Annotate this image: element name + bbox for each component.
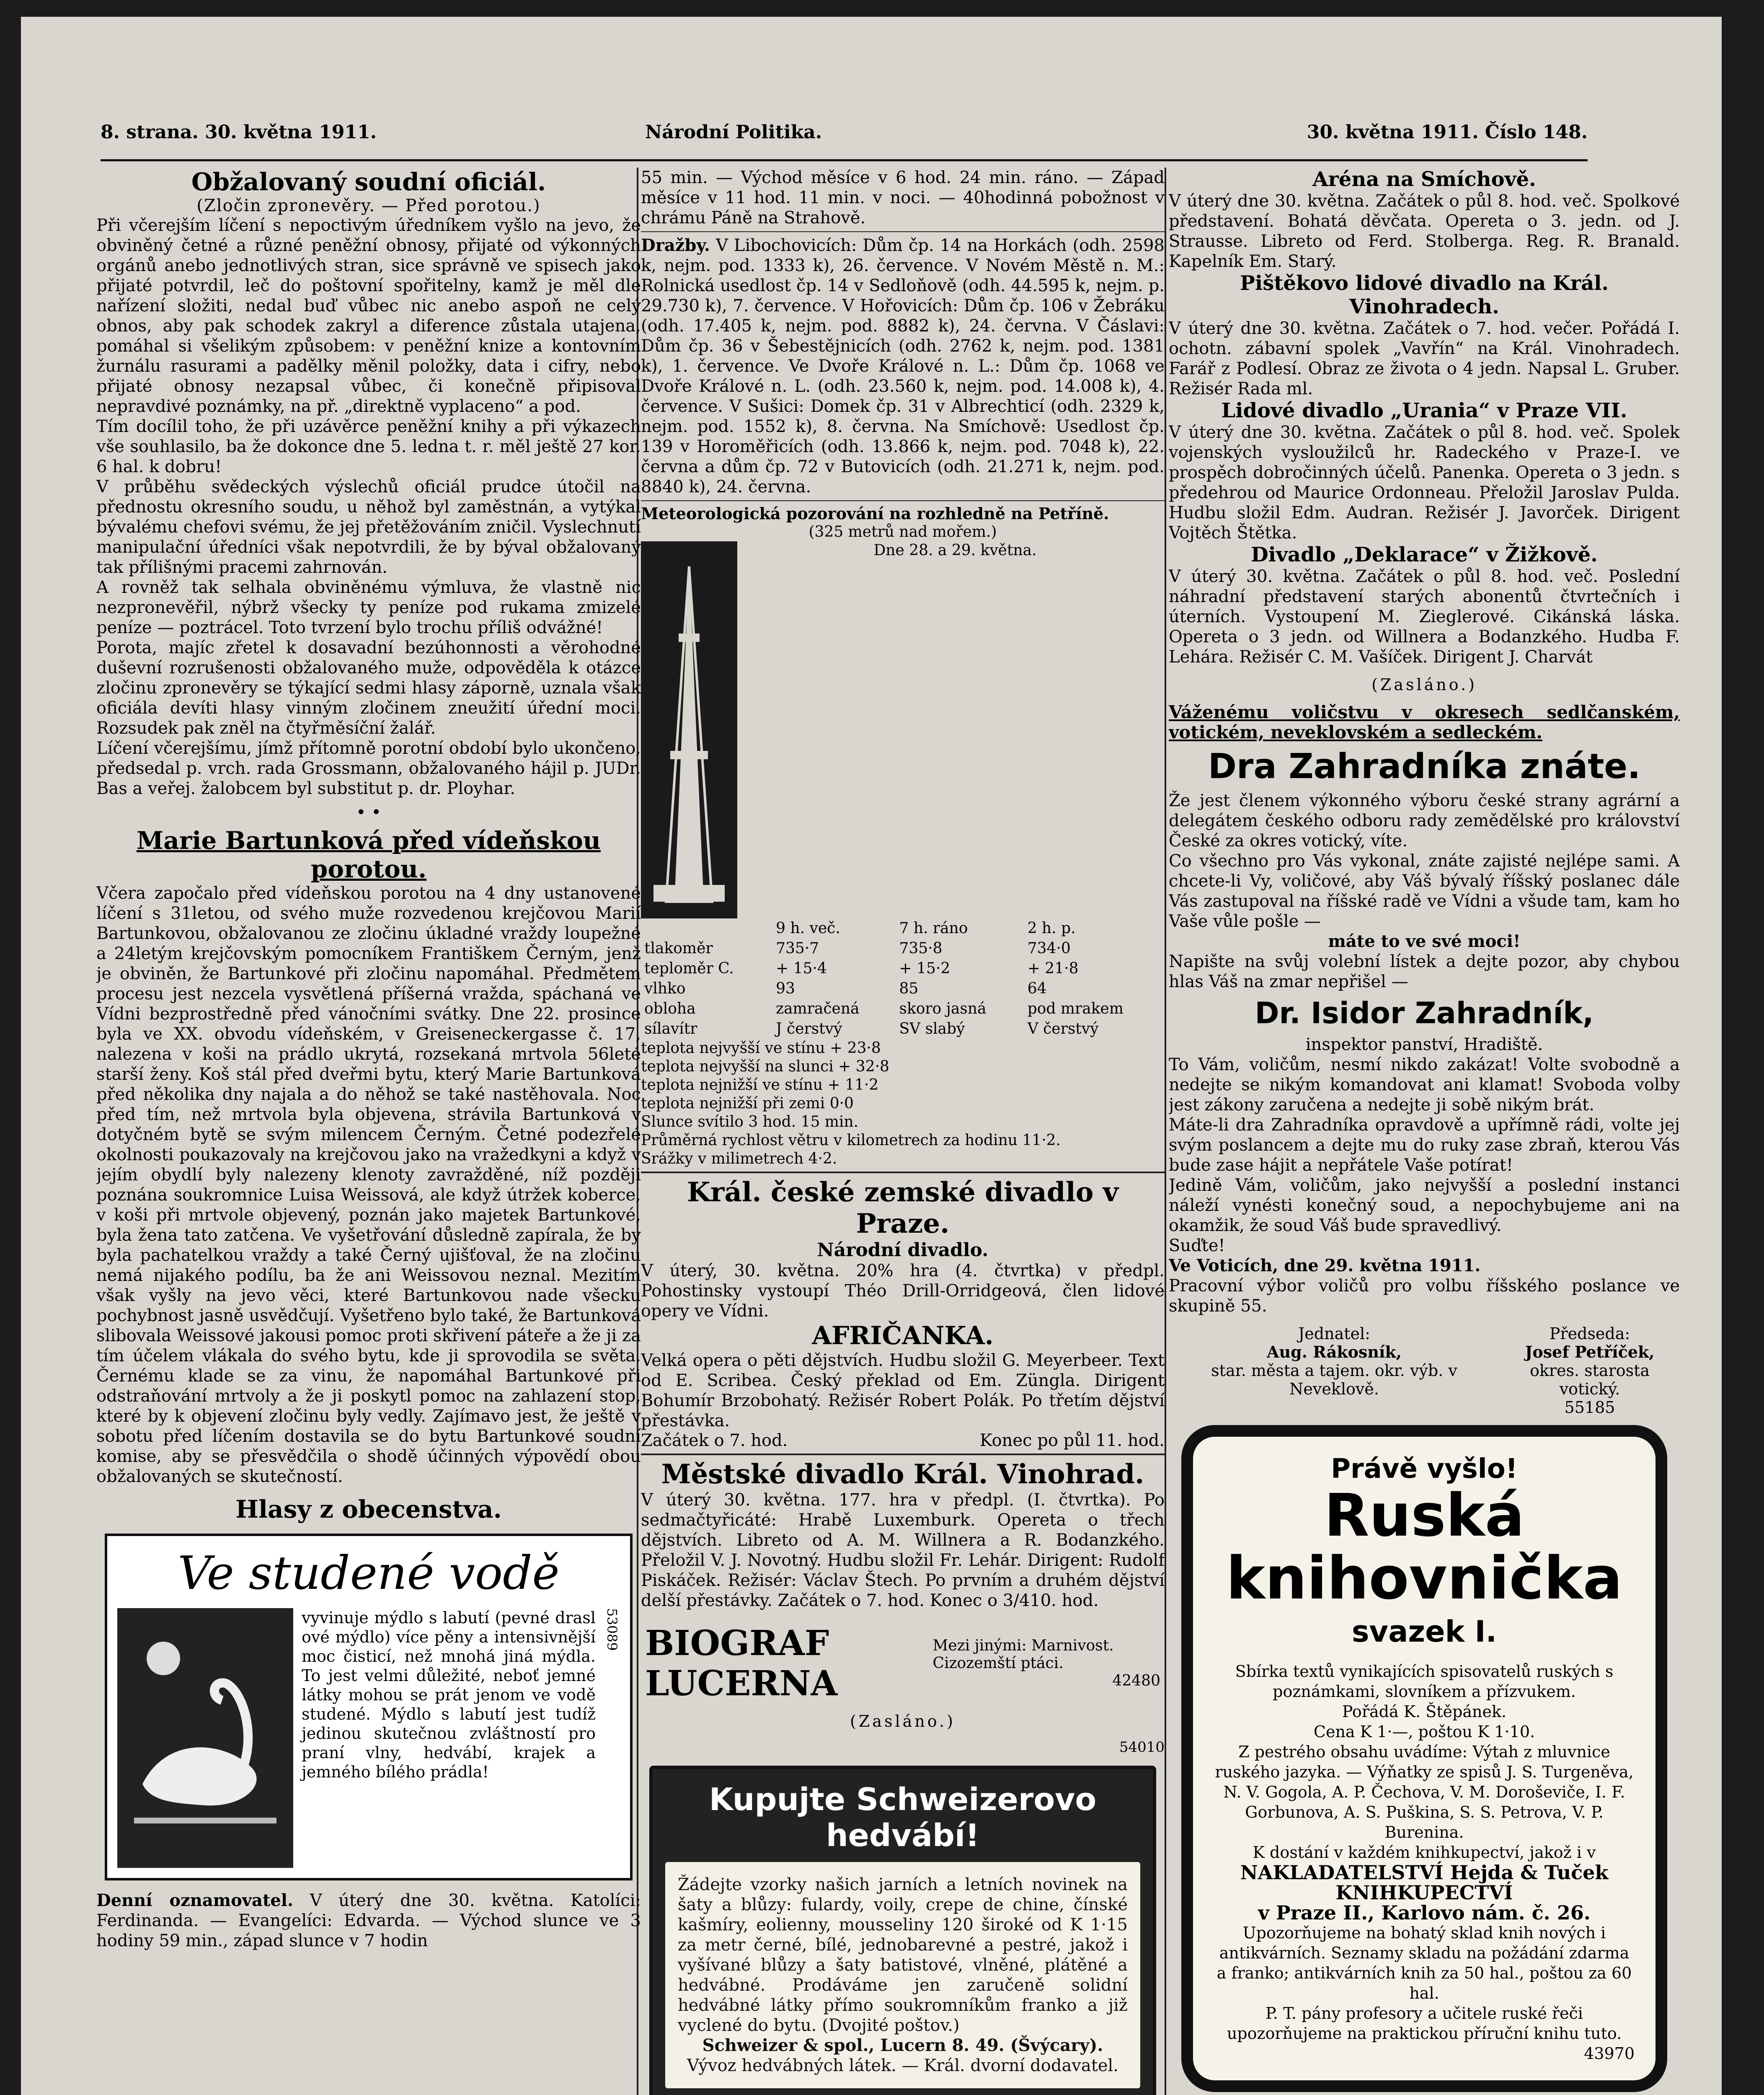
meteo-extra: Průměrná rychlost větru v kilometrech za hodinu 11·2.: [641, 1132, 1061, 1149]
meteo-title: Meteorologická pozorování na rozhledně na Petříně.: [641, 504, 1109, 523]
meteo-extra: teplota nejnižší ve stínu + 11·2: [641, 1076, 879, 1094]
ad-number: 43970: [1584, 2044, 1635, 2063]
theatre-title: Divadlo „Deklarace“ v Žižkově.: [1251, 543, 1598, 566]
signature-desc: okres. starosta votický.: [1529, 1361, 1650, 1398]
ad-text: Z pestrého obsahu uvádíme: Výtah z mluvnice ruského jazyka. — Výňatky ze spisů J. S. Turgeněva, N. V. Gogola, A. P. Čechova, V. M. Doroševiče, I. F. Gorbunova, A. S. Puškina, S. S. Petrova, V. P. Burenina.: [1215, 1743, 1634, 1842]
article-paragraph: V úterý dne 30. května. Začátek o půl 8. hod. več. Spolkové představení. Bohatá děvčata. Opereta o 3. jedn. od J. Strausse. Libreto od Ferd. Stolberga. Reg. R. Branald. Kapelník Em. Starý.: [1169, 191, 1680, 271]
article-paragraph: Včera započalo před vídeňskou porotou na 4 dny ustanovené líčení s 31letou, od svého muže rozvedenou krejčovou Marií Bartunkovou, obžalovanou ze zločinu úkladné vraždy loupežné a 24letým krejčovským pomocníkem Františkem Černým, jenž je obviněn, že Bartunkové při zločinu napomáhal. Předmětem procesu jest nezcela vysvětlená příšerná vražda, spáchaná ve Vídni bezprostředně před vánočními svátky. Dne 22. prosince byla ve XX. obvodu vídeňském, v Greiseneckergasse č. 17, nalezena v koši na prádlo ukrytá, rozsekaná mrtvola 56leté starší ženy. Koš stál před dveřmi bytu, který Marie Bartunková před několika dny najala a do něhož se také nastěhovala. Noc před tím, než mrtvola byla objevena, strávila Bartunková v dotyčném bytě se svým milencem Černým. Četné podezřelé okolnosti poukazovaly na krejčovou jako na vražedkyni a když v jejím obydlí byly nalezeny klenoty zavražděné, níž později poznána soukromnice Luisa Weissová, ale když útržek koberce, v koši při mrtvole objevený, poznán jako majetek Bartunkové, byla žena tato zatčena. Ve vyšetřování důsledně zapírala, že by byla pachatelkou vraždy a také Černý ujišťoval, že na zločinu nemá nijakého podílu, ba že ani Weissovou neznal. Mezitím však vyšly na jevo věci, které Bartunkovou nade všecku pochybnost jasně usvědčují. Vyšetřeno bylo také, že Bartunková slibovala Weissové jakousi pomoc proti skřivení páteře a že ji za tím účelem vlákala do svého bytu, kde ji sprovodila se světa. Černému klade se za vinu, že napomáhal Bartunkové při odstraňování mrtvoly a že ji poskytl pomoc na zahlazení stop, které by k objevení zločinu byly vedly. Zajímavo jest, že ještě v sobotu před líčením dostavila se do bytu Bartunkové soudní komise, aby se přesvědčila o shodě účinných výpovědí obou obžalovaných se skutečností.: [96, 884, 641, 1486]
column-2: [641, 168, 1165, 2095]
article-paragraph: V průběhu svědeckých výslechů oficiál prudce útočil na přednostu okresního soudu, u něhož byl zaměstnán, a vytýkal bývalému chefovi svému, že jej přetěžováním zničil. Vyslechnutí manipulační úředníci však nepotvrdili, že by býval obžalovaný tak přílišnými pracemi zahrnován.: [96, 477, 641, 577]
biograf-text: Mezi jinými: Marnivost. Cizozemští ptáci.: [932, 1637, 1114, 1672]
article-paragraph: Líčení včerejšímu, jímž přítomně porotní období bylo ukončeno, předsedal p. vrch. rada Grossmann, obžalovaného hájil p. JUDr. Bas a veřej. žalobcem byl substitut p. dr. Ployhar.: [96, 739, 641, 798]
signature-desc: star. města a tajem. okr. výb. v Neveklově.: [1211, 1361, 1457, 1398]
ad-box-ruska-knihovnicka: [1181, 1425, 1667, 2092]
ad-number: 53089: [604, 1608, 620, 1651]
appeal-heading: Váženému voličstvu v okresech sedlčanském, votickém, neveklovském a sedleckém.: [1169, 702, 1680, 742]
article-paragraph: V Libochovicích: Dům čp. 14 na Horkách (odh. 2598 k, nejm. pod. 1333 k), 26. července. V Novém Městě n. M.: Rolnická usedlost čp. 14 v Sedloňově (odh. 44.595 k, nejm. p. 29.730 k), 7. července. V Hořovicích: Dům čp. 106 v Žebráku (odh. 17.405 k, nejm. pod. 8882 k), 24. června. V Čáslavi: Dům čp. 36 v Šebestějnicích (odh. 2762 k, nejm. pod. 1381 k), 1. července. Ve Dvoře Králové n. L.: Dům čp. 1068 ve Dvoře Králové n. L. (odh. 23.560 k, nejm. pod. 14.008 k), 4. července. V Sušici: Domek čp. 31 v Albrechticí (odh. 2329 k, nejm. pod. 1552 k), 8. června. Na Smíchově: Usedlost čp. 139 v Horoměřicích (odh. 13.866 k, nejm. pod. 7048 k), 22. června a dům čp. 72 v Butovicích (odh. 21.271 k, nejm. pod. 8840 k), 24. června.: [641, 236, 1165, 497]
ad-text: Pořádá K. Štěpánek.: [1342, 1702, 1507, 1721]
meteo-extra: teplota nejvyšší ve stínu + 23·8: [641, 1040, 881, 1057]
ad-number: 42480: [1112, 1672, 1160, 1689]
article-paragraph: V úterý dne 30. května. Začátek o 7. hod. večer. Pořádá I. ochotn. zábavní spolek „Vavřín“ na Král. Vinohradech. Farář z Podlesí. Obraz ze života o 4 jedn. Napsal L. Gruber. Režisér Rada ml.: [1169, 319, 1680, 398]
article-paragraph: Napište na svůj volební lístek a dejte pozor, aby chybou hlas Váš na zmar nepřišel —: [1169, 952, 1680, 991]
meteo-row: sílavítr J čerstvý SV slabý V čerstvý: [644, 1020, 1099, 1037]
article-paragraph: Tím docílil toho, že při uzávěrce peněžní knihy a při výkazech vše souhlasilo, ba že dokonce dne 5. ledna t. r. měl ještě 27 kor. 6 hal. k dobru!: [96, 417, 641, 476]
meteo-subtitle: (325 metrů nad mořem.): [808, 523, 997, 541]
signature-name: Josef Petříček,: [1525, 1342, 1655, 1361]
ad-title: Kupujte Schweizerovo hedvábí!: [709, 1782, 1097, 1854]
article-paragraph: Pracovní výbor voličů pro volbu říšského poslance ve skupině 55.: [1169, 1276, 1680, 1316]
separator-dots: • •: [356, 803, 381, 822]
column-divider: [1165, 168, 1166, 2095]
ad-footer: Vývoz hedvábných látek. — Král. dvorní dodavatel.: [687, 2056, 1119, 2075]
play-title: AFRIČANKA.: [812, 1321, 994, 1350]
article-paragraph: To Vám, voličům, nesmí nikdo zakázat! Volte svobodně a nedejte se nikým komandovat ani klamat! Svoboda volby jest zákony zaručena a nedejte ji sobě nikým brát.: [1169, 1055, 1680, 1115]
end-time: Konec po půl 11. hod.: [979, 1431, 1165, 1450]
article-paragraph: Velká opera o pěti dějstvích. Hudbu složil G. Meyerbeer. Text od E. Scribea. Český překlad od Em. Züngla. Dirigent Bohumír Brzobohatý. Režisér Robert Polák. Po třetím dějství přestávka.: [641, 1351, 1165, 1430]
meteo-row: teploměr C. + 15·4 + 15·2 + 21·8: [644, 960, 1079, 977]
zaslano-label: (Zasláno.): [850, 1712, 956, 1730]
swan-illustration: [117, 1608, 293, 1868]
meteo-extra: Slunce svítilo 3 hod. 15 min.: [641, 1113, 859, 1130]
ad-number: 55185: [1564, 1398, 1615, 1417]
article-paragraph: 55 min. — Východ měsíce v 6 hod. 24 min. ráno. — Západ měsíce v 11 hod. 11 min. v noci. — 40hodinná pobožnost v chrámu Páně na Strahově.: [641, 168, 1165, 228]
section-label: Denní oznamovatel.: [96, 1891, 294, 1910]
ad-title: Ruská knihovnička: [1226, 1482, 1623, 1613]
signature-name: Aug. Rákosník,: [1267, 1342, 1402, 1361]
zaslano-label: (Zasláno.): [1371, 675, 1477, 694]
article-paragraph: Co všechno pro Vás vykonal, znáte zajisté nejlépe sami. A chcete-li Vy, voličové, aby Váš bývalý říšský poslanec dále Vás zastupoval na říšské radě ve Vídni a všude tam, kam ho Vaše vůle pošle —: [1169, 851, 1680, 931]
masthead-date-right: 30. května 1911. Číslo 148.: [1307, 122, 1588, 143]
article-headline: Obžalovaný soudní oficiál.: [191, 168, 546, 196]
ad-text: vyvinuje mýdlo s labutí (pevné drasl ové mýdlo) více pěny a intensivnější moc čisticí, než mnohá jiná mýdla. To jest velmi důležité, neboť jemné látky mohou se prát jenom ve vodě studené. Mýdlo s labutí jest tudíž jedinou skutečnou zvláštností pro praní vlny, hedvábí, krajek a jemného bílého prádla!: [302, 1609, 596, 1781]
section-title: Hlasy z obecenstva.: [235, 1495, 502, 1523]
article-paragraph: V úterý, 30. května. 20% hra (4. čtvrtka) v předpl. Pohostinsky vystoupí Théo Drill-Orridgeová, člen lidové opery ve Vídni.: [641, 1261, 1165, 1321]
signature-role: Předseda:: [1549, 1324, 1630, 1343]
ad-firm: Schweizer & spol., Lucern 8. 49. (Švýcary).: [702, 2036, 1103, 2055]
biograf-ad: [645, 1623, 1160, 1704]
meteo-col-header: 9 h. več.: [776, 920, 840, 937]
ad-subtitle: svazek I.: [1351, 1614, 1497, 1649]
ad-address: v Praze II., Karlovo nám. č. 26.: [1258, 1901, 1591, 1924]
meteo-row: vlhko 93 85 64: [644, 980, 1047, 997]
ad-kicker: Právě vyšlo!: [1331, 1454, 1518, 1485]
theatre-title: Městské divadlo Král. Vinohrad.: [661, 1459, 1144, 1490]
ad-box-soap: [105, 1534, 633, 1880]
masthead-title: Národní Politika.: [645, 122, 822, 143]
article-subheadline: (Zločin zpronevěry. — Před porotou.): [196, 196, 541, 215]
meteo-extra: teplota nejnižší při zemi 0·0: [641, 1095, 854, 1112]
ad-publisher: NAKLADATELSTVÍ Hejda & Tuček KNIHKUPECTVÍ: [1240, 1861, 1609, 1904]
meteo-row: obloha zamračená skoro jasná pod mrakem: [644, 1000, 1123, 1017]
newspaper-page: [21, 17, 1722, 2095]
article-paragraph: A rovněž tak selhala obviněnému výmluva, že vlastně nic nezpronevěřil, nýbrž všecky ty peníze pod rukama zmizelé peníze — poztrácel. Toto tvrzení bylo trochu příliš odvážné!: [96, 578, 641, 637]
column-3: [1169, 168, 1680, 2095]
masthead-date-left: 8. strana. 30. května 1911.: [101, 122, 377, 143]
theatre-title: Lidové divadlo „Urania“ v Praze VII.: [1221, 399, 1627, 422]
signatures: [1169, 1324, 1680, 1417]
theatre-subtitle: Národní divadlo.: [817, 1239, 989, 1261]
ad-text: K dostání v každém knihkupectví, jakož i v: [1253, 1843, 1596, 1862]
ad-text: Cena K 1·—, poštou K 1·10.: [1313, 1723, 1535, 1741]
masthead: [21, 122, 1722, 155]
meteo-row: tlakoměr 735·7 735·8 734·0: [644, 940, 1071, 957]
appeal-title: Dra Zahradníka znáte.: [1208, 747, 1641, 786]
section-label: Dražby.: [641, 235, 710, 255]
start-time: Začátek o 7. hod.: [641, 1431, 788, 1450]
article-paragraph: V úterý dne 30. května. Katolíci: Ferdinanda. — Evangelíci: Edvarda. — Východ slunce ve 3 hodiny 59 min., západ slunce v 7 hodin: [96, 1891, 641, 1950]
article-paragraph: Porota, majíc zřetel k dosavadní bezúhonnosti a věrohodné duševní rozrušenosti obžalovaného muže, odpověděla k otázce zločinu zpronevěry se týkající sedmi hlasy záporně, uznala však oficiála devíti hlasy vinným zločinem zneužití úřední moci. Rozsudek pak zněl na čtyřměsíční žalář.: [96, 638, 641, 738]
theatre-title: Pištěkovo lidové divadlo na Král. Vinohradech.: [1240, 272, 1609, 318]
signature-role: Jednatel:: [1298, 1324, 1370, 1343]
ad-text: P. T. pány profesory a učitele ruské řeči upozorňujeme na praktickou příruční knihu tuto.: [1227, 2004, 1622, 2043]
appeal-highlight: máte to ve své moci!: [1328, 931, 1521, 951]
article-paragraph: Máte-li dra Zahradníka opravdově a upřímně rádi, volte jej svým poslancem a dejte mu do ruky zase zbraň, kterou Vás bude zase hájit a nepřátele Vaše potírat!: [1169, 1115, 1680, 1175]
article-paragraph: V úterý 30. května. 177. hra v předpl. (I. čtvrtka). Po sedmačtyřicáté: Hrabě Luxemburk. Opereta o třech dějstvích. Libreto od A. M. Willnera a R. Bodanzkého. Přeložil V. J. Novotný. Hudbu složil Fr. Lehár. Dirigent: Rudolf Piskáček. Režisér: Václav Štech. Po prvním a druhém dějství delší přestávky. Začátek o 7. hod. Konec o 3/410. hod.: [641, 1490, 1165, 1610]
petrin-tower-illustration: [641, 541, 737, 918]
meteo-col-header: 7 h. ráno: [899, 920, 968, 937]
meteo-extra: teplota nejvyšší na slunci + 32·8: [641, 1058, 889, 1075]
ad-title: Ve studené vodě: [178, 1546, 560, 1600]
ad-text: Žádejte vzorky našich jarních a letních novinek na šaty a blůzy: fulardy, voily, crepe de chine, čínské kašmíry, eolienny, mousseliny 120 široké od K 1·15 za metr černé, bílé, jednobarevné a pestré, jakož i vyšívané blůzy a šaty batistové, vlněné, plátěné a hedvábné. Prodáváme jen zaručeně solidní hedvábné látky přímo soukromníkům franko a již vyclené do bytu. (Dvojité poštov.): [678, 1875, 1128, 2035]
article-paragraph: V úterý 30. května. Začátek o půl 8. hod. več. Poslední náhradní představení starých abonentů čtvrtečních i úterních. Vystoupení M. Zieglerové. Cikánská láska. Opereta o 3 jedn. od Willnera a Bodanzkého. Hudba F. Lehára. Režisér C. M. Vašíček. Dirigent J. Charvát: [1169, 567, 1680, 667]
ad-box-silk: [649, 1766, 1156, 2095]
article-paragraph: Při včerejším líčení s nepoctivým úředníkem vyšlo na jevo, že obviněný četné a různé peněžní obnosy, přijaté od výkonných orgánů anebo jednotlivých stran, sice správně ve spisech jako přijaté potvrdil, leč do poštovní spořitelny, kamž je měl dle nařízení složiti, nedal buď vůbec nic anebo aspoň ne celý obnos, aby pak schodek zakryl a diference zůstala utajena, pomáhal si všelikým způsobem: v peněžní knize a kontovním žurnálu rasurami a padělky měnil položky, data i cifry, nebo přijaté obnosy nezapsal vůbec, či konečně připisoval nepravdivé poznámky, na př. „direktně vyplaceno“ a pod.: [96, 216, 641, 416]
meteo-date: Dne 28. a 29. května.: [873, 542, 1037, 559]
masthead-rule: [101, 159, 1588, 161]
meteo-table: [641, 918, 1165, 1039]
article-paragraph: Suďte!: [1169, 1236, 1225, 1255]
candidate-name: Dr. Isidor Zahradník,: [1255, 996, 1594, 1030]
column-1: [96, 168, 641, 2095]
meteo-section: [641, 504, 1165, 1168]
article-paragraph: V úterý dne 30. května. Začátek o půl 8. hod. več. Spolek vojenských vysloužilců hr. Radeckého v Praze-I. ve prospěch dobročinných účelů. Panenka. Opereta o 3 jedn. s předehrou od Maurice Ordonneau. Přeložil Jaroslav Pulda. Hudbu složil Edm. Audran. Režisér J. Javorček. Dirigent Vojtěch Štětka.: [1169, 423, 1680, 543]
theatre-title: Král. české zemské divadlo v Praze.: [687, 1177, 1118, 1239]
ad-text: Sbírka textů vynikajících spisovatelů ruských s poznámkami, slovníkem a přízvukem.: [1235, 1662, 1614, 1701]
article-paragraph: Že jest členem výkonného výboru české strany agrární a delegátem českého odboru rady zemědělské pro království České za okres votický, víte.: [1169, 791, 1680, 851]
biograf-name: BIOGRAF LUCERNA: [645, 1623, 838, 1704]
ad-text: Upozorňujeme na bohatý sklad knih nových i antikvárních. Seznamy skladu na požádání zdarma a franko; antikvárních knih za 50 hal., poštou za 60 hal.: [1216, 1924, 1632, 2002]
theatre-title: Aréna na Smíchově.: [1312, 168, 1536, 191]
meteo-col-header: 2 h. p.: [1027, 920, 1076, 937]
article-headline: Marie Bartunková před vídeňskou porotou.: [137, 826, 601, 883]
ad-number: 54010: [1119, 1739, 1165, 1756]
article-paragraph: Jedině Vám, voličům, jako nejvyšší a poslední instanci náleží vynésti konečný soud, a nepochybujeme ani na okamžik, že soud Váš bude spravedlivý.: [1169, 1176, 1680, 1235]
article-paragraph: Ve Voticích, dne 29. května 1911.: [1169, 1256, 1481, 1275]
meteo-extra: Srážky v milimetrech 4·2.: [641, 1150, 837, 1167]
candidate-role: inspektor panství, Hradiště.: [1305, 1035, 1543, 1054]
